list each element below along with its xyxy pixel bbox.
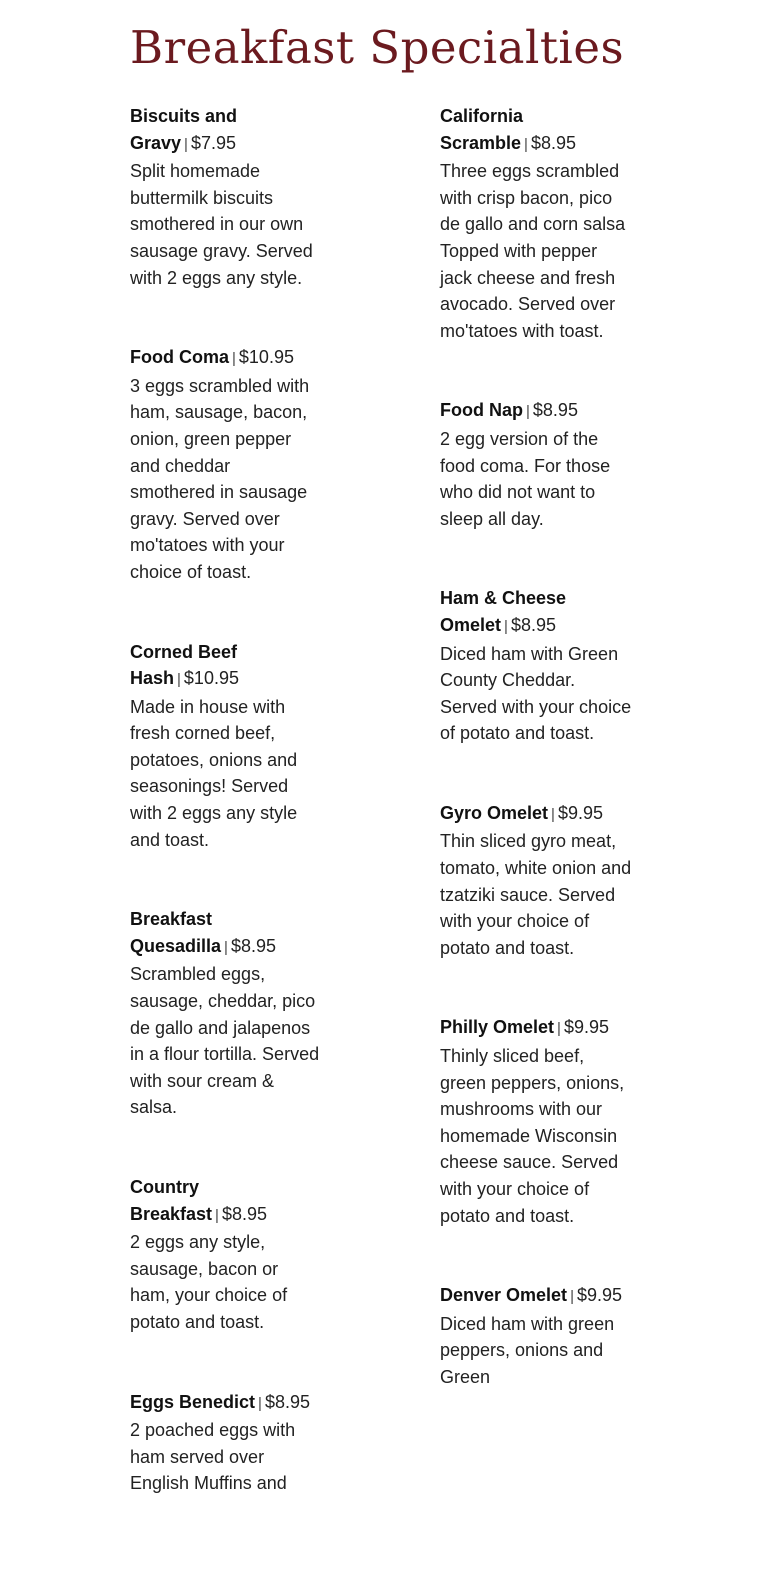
price-separator: | — [504, 617, 508, 635]
item-name: California Scramble — [440, 106, 524, 153]
menu-item — [440, 103, 632, 344]
item-price: $10.95 — [183, 668, 239, 689]
item-name: Philly Omelet — [440, 1017, 555, 1038]
price-separator: | — [224, 938, 228, 956]
item-price: $9.95 — [576, 1285, 623, 1306]
item-description: Diced ham with green peppers, onions and Green — [440, 1313, 615, 1387]
menu-column-right — [440, 103, 632, 1444]
menu-item — [130, 1174, 320, 1336]
item-description: Diced ham with Green County Cheddar. Served with your choice of potato and toast. — [440, 643, 632, 744]
menu-item — [130, 344, 320, 585]
item-name: Biscuits and Gravy — [130, 106, 238, 153]
menu-item — [130, 906, 320, 1121]
item-description: Thinly sliced beef, green peppers, onions, mushrooms with our homemade Wisconsin cheese sauce. Served with your choice of potato and toast. — [440, 1046, 625, 1226]
menu-item — [440, 397, 632, 532]
item-price: $8.95 — [532, 400, 578, 421]
menu-item — [440, 1282, 632, 1390]
price-separator: | — [570, 1288, 574, 1306]
item-name: Corned Beef Hash — [130, 641, 238, 689]
item-description: Three eggs scrambled with crisp bacon, pico de gallo and corn salsa Topped with pepper jack cheese and fresh avocado. Served over mo'tatoes with toast. — [440, 161, 626, 341]
item-price: $9.95 — [557, 802, 603, 823]
price-separator: | — [524, 135, 528, 153]
item-description: Made in house with fresh corned beef, potatoes, onions and seasonings! Served with 2 eggs any style and toast. — [130, 696, 298, 850]
item-price: $8.95 — [221, 1203, 267, 1224]
item-name: Ham & Cheese Omelet — [440, 588, 567, 635]
price-separator: | — [232, 350, 236, 368]
menu-item — [130, 1389, 320, 1497]
item-name: Food Coma — [130, 347, 229, 368]
menu-item — [440, 1014, 632, 1229]
item-price: $9.95 — [563, 1017, 609, 1038]
item-name: Country Breakfast — [130, 1177, 213, 1224]
price-separator: | — [215, 1206, 219, 1224]
menu-item — [130, 639, 320, 854]
item-description: 3 eggs scrambled with ham, sausage, bacon, onion, green pepper and cheddar smothered in sausage gravy. Served over mo'tatoes with your choice of toast. — [130, 375, 310, 582]
menu-item — [440, 800, 632, 962]
item-name: Eggs Benedict — [130, 1391, 256, 1412]
item-description: 2 poached eggs with ham served over English Muffins and — [130, 1420, 296, 1494]
menu-column-left — [130, 103, 320, 1550]
item-price: $8.95 — [510, 614, 556, 635]
item-description: 2 eggs any style, sausage, bacon or ham, your choice of potato and toast. — [130, 1232, 288, 1332]
item-name: Food Nap — [440, 400, 523, 421]
menu-item — [440, 585, 632, 747]
item-name: Breakfast Quesadilla — [130, 909, 222, 956]
item-description: Thin sliced gyro meat, tomato, white onion and tzatziki sauce. Served with your choice of potato and toast. — [440, 831, 632, 958]
item-name: Denver Omelet — [440, 1285, 568, 1306]
price-separator: | — [557, 1020, 561, 1038]
price-separator: | — [526, 403, 530, 421]
item-name: Gyro Omelet — [440, 802, 549, 823]
menu-item — [130, 103, 320, 291]
page-title: Breakfast Specialties — [130, 21, 625, 74]
price-separator: | — [551, 805, 555, 823]
item-price: $8.95 — [530, 132, 576, 153]
item-description: 2 egg version of the food coma. For those who did not want to sleep all day. — [440, 428, 611, 529]
price-separator: | — [177, 671, 181, 689]
item-price: $10.95 — [238, 347, 294, 368]
item-description: Scrambled eggs, sausage, cheddar, pico de gallo and jalapenos in a flour tortilla. Served with sour cream & salsa. — [130, 964, 320, 1118]
price-separator: | — [184, 135, 188, 153]
item-price: $8.95 — [230, 935, 276, 956]
item-price: $7.95 — [190, 132, 236, 153]
price-separator: | — [258, 1394, 262, 1412]
item-description: Split homemade buttermilk biscuits smothered in our own sausage gravy. Served with 2 eggs any style. — [130, 161, 313, 288]
item-price: $8.95 — [264, 1391, 310, 1412]
